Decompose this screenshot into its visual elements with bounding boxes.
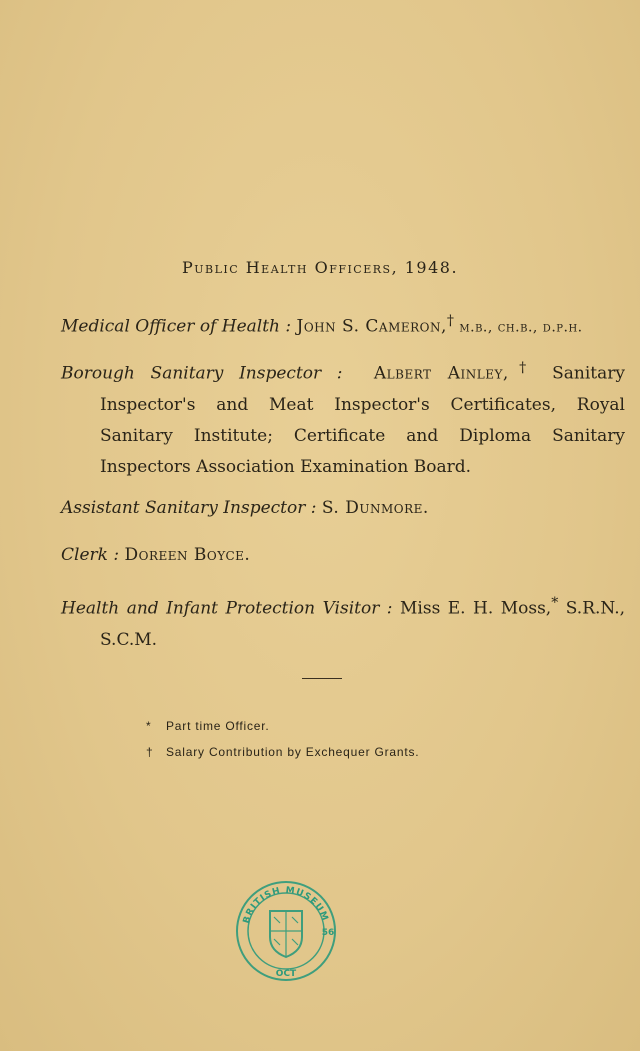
entry-clerk — [61, 540, 586, 571]
footnote-text: Part time Officer. — [166, 719, 270, 733]
entry-assistant-sanitary-inspector — [61, 493, 586, 524]
footnote-mark: † — [508, 360, 537, 376]
officer-name: S. Dunmore. — [321, 498, 429, 518]
page-title: Public Health Officers, 1948. — [181, 258, 459, 277]
role-label: Medical Officer of Health : — [61, 316, 292, 337]
qualifications: m.b., ch.b., d.p.h. — [459, 319, 583, 336]
footnote-part-time — [146, 719, 270, 733]
role-label: Health and Infant Protection Visitor : — [61, 598, 393, 619]
footnote-text: Salary Contribution by Exchequer Grants. — [166, 745, 420, 759]
entry-medical-officer — [61, 306, 586, 344]
stamp-number-text: 56 — [321, 928, 335, 938]
officer-name: John S. Cameron, — [296, 316, 447, 337]
stamp-date-text: OCT — [275, 969, 297, 979]
officer-name: Doreen Boyce. — [124, 545, 251, 565]
library-stamp — [234, 879, 338, 983]
footnote-symbol: † — [146, 745, 154, 759]
divider — [302, 678, 342, 679]
entry-borough-sanitary-inspector — [61, 353, 625, 483]
qualifications: Sanitary Inspector's and Meat Inspector's Certificates, Royal Sanitary Institute; Certificate and Diploma Sanitary Inspectors Association Examination Board. — [100, 363, 626, 477]
stamp-top-text: BRITISH MUSEUM — [241, 885, 330, 925]
footnote-mark: * — [551, 595, 559, 611]
footnote-mark: † — [446, 313, 454, 329]
role-label: Assistant Sanitary Inspector : — [61, 498, 317, 518]
footnote-symbol: * — [146, 719, 152, 733]
role-label: Borough Sanitary Inspector : — [61, 363, 343, 384]
officer-name: Albert Ainley, — [373, 363, 509, 384]
role-label: Clerk : — [61, 545, 120, 565]
qualifications: S.R.N., S.C.M. — [100, 598, 626, 650]
entry-health-visitor — [61, 588, 625, 656]
footnote-salary — [146, 745, 419, 759]
officer-name: Miss E. H. Moss, — [400, 598, 552, 619]
